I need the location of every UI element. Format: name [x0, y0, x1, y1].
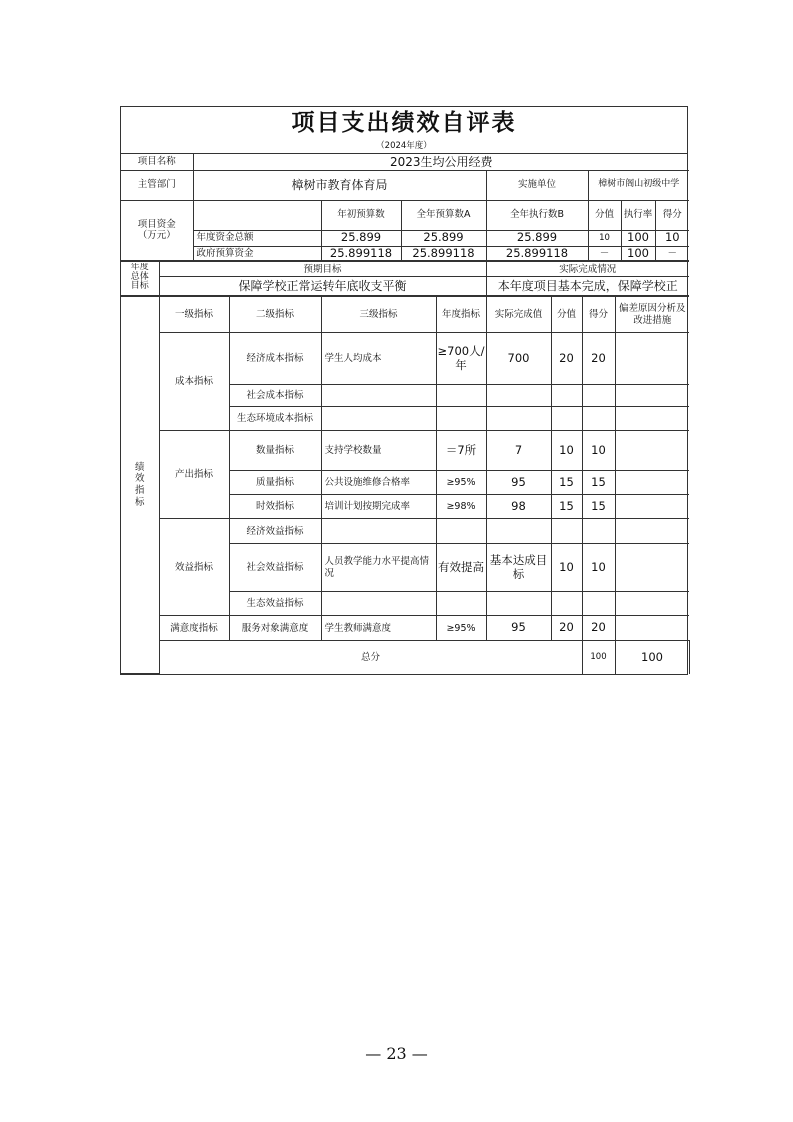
- actual-cell: [486, 519, 551, 544]
- annual-cell: ＝7所: [436, 431, 486, 471]
- level2-cell: 生态效益指标: [229, 592, 321, 616]
- level3-cell: [321, 592, 436, 616]
- annual-cell: [436, 519, 486, 544]
- score-value-cell: [551, 592, 582, 616]
- indicators-section-label: [121, 297, 159, 674]
- annual-cell: 有效提高: [436, 544, 486, 592]
- year-label: （2024年度）: [121, 139, 687, 154]
- score-value-cell: [551, 519, 582, 544]
- header-annual: 年度指标: [436, 297, 486, 333]
- funds-label: [121, 200, 193, 261]
- level3-cell: 学生教师满意度: [321, 616, 436, 641]
- score-value-cell: 20: [551, 616, 582, 641]
- score-cell: 15: [582, 495, 615, 519]
- funds-row-gov-annual: 25.899118: [401, 246, 486, 261]
- actual-cell: [486, 385, 551, 407]
- level2-cell: 经济成本指标: [229, 333, 321, 385]
- level3-cell: 学生人均成本: [321, 333, 436, 385]
- score-value-cell: 10: [551, 544, 582, 592]
- score-value-cell: 10: [551, 431, 582, 471]
- score-cell: [582, 592, 615, 616]
- header-deviation: 偏差原因分析及改进措施: [615, 297, 689, 333]
- funds-row-total-initial: 25.899: [321, 230, 401, 246]
- dept-value: 樟树市教育体育局: [193, 170, 486, 200]
- score-value-cell: 20: [551, 333, 582, 385]
- project-name-label: 项目名称: [121, 154, 193, 170]
- deviation-cell: [615, 495, 689, 519]
- funds-row-total-score: 10: [655, 230, 689, 246]
- annual-cell: ≥98%: [436, 495, 486, 519]
- level1-output: 产出指标: [159, 431, 229, 519]
- deviation-cell: [615, 471, 689, 495]
- actual-cell: [486, 407, 551, 431]
- annual-cell: [436, 385, 486, 407]
- score-cell: 10: [582, 431, 615, 471]
- header-level2: 二级指标: [229, 297, 321, 333]
- funds-label-text: 项目资金（万元）: [137, 219, 176, 242]
- score-value-cell: [551, 385, 582, 407]
- level3-cell: [321, 407, 436, 431]
- score-cell: 10: [582, 544, 615, 592]
- funds-header-executed: 全年执行数B: [486, 200, 588, 230]
- deviation-cell: [615, 592, 689, 616]
- score-value-cell: 15: [551, 495, 582, 519]
- actual-cell: 98: [486, 495, 551, 519]
- level3-cell: [321, 385, 436, 407]
- level3-cell: 公共设施维修合格率: [321, 471, 436, 495]
- funds-row-gov-score-value: －: [588, 246, 621, 261]
- goals-expected-value: 保障学校正常运转年底收支平衡: [159, 277, 486, 296]
- funds-header-initial: 年初预算数: [321, 200, 401, 230]
- level1-satisfaction: 满意度指标: [159, 616, 229, 641]
- actual-cell: 95: [486, 616, 551, 641]
- self-evaluation-sheet: [120, 106, 688, 675]
- goals-label: [121, 262, 159, 296]
- deviation-cell: [615, 431, 689, 471]
- funds-header-score-value: 分值: [588, 200, 621, 230]
- level1-cost: 成本指标: [159, 333, 229, 431]
- info-table: [121, 154, 689, 261]
- level3-cell: 支持学校数量: [321, 431, 436, 471]
- score-value-cell: [551, 407, 582, 431]
- total-score: 100: [615, 641, 689, 674]
- header-level3: 三级指标: [321, 297, 436, 333]
- indicators-table: [121, 296, 689, 674]
- header-level1: 一级指标: [159, 297, 229, 333]
- score-cell: [582, 519, 615, 544]
- goals-actual-label: 实际完成情况: [486, 262, 689, 277]
- funds-row-total-executed: 25.899: [486, 230, 588, 246]
- score-cell: 20: [582, 333, 615, 385]
- level2-cell: 服务对象满意度: [229, 616, 321, 641]
- funds-row-total-rate: 100: [621, 230, 655, 246]
- impl-label: 实施单位: [486, 170, 588, 200]
- funds-row-gov-rate: 100: [621, 246, 655, 261]
- annual-cell: [436, 407, 486, 431]
- deviation-cell: [615, 519, 689, 544]
- deviation-cell: [615, 333, 689, 385]
- level2-cell: 数量指标: [229, 431, 321, 471]
- level2-cell: 社会成本指标: [229, 385, 321, 407]
- deviation-cell: [615, 407, 689, 431]
- indicators-section-label-text: 绩效指标: [134, 461, 145, 509]
- deviation-cell: [615, 616, 689, 641]
- actual-cell: 95: [486, 471, 551, 495]
- total-score-value: 100: [582, 641, 615, 674]
- page-title: 项目支出绩效自评表: [291, 109, 517, 136]
- score-cell: [582, 385, 615, 407]
- level3-cell: 人员教学能力水平提高情况: [321, 544, 436, 592]
- annual-cell: ≥95%: [436, 616, 486, 641]
- deviation-cell: [615, 385, 689, 407]
- total-label: 总分: [159, 641, 582, 674]
- level2-cell: 生态环境成本指标: [229, 407, 321, 431]
- funds-row-total-annual: 25.899: [401, 230, 486, 246]
- level1-benefit: 效益指标: [159, 519, 229, 616]
- annual-cell: ≥95%: [436, 471, 486, 495]
- goals-table: [121, 261, 689, 296]
- actual-cell: 基本达成目标: [486, 544, 551, 592]
- level2-cell: 时效指标: [229, 495, 321, 519]
- score-cell: [582, 407, 615, 431]
- funds-header-annual: 全年预算数A: [401, 200, 486, 230]
- page-number: — 23 —: [365, 1044, 428, 1063]
- project-name-value: 2023生均公用经费: [193, 154, 689, 170]
- funds-header-score: 得分: [655, 200, 689, 230]
- level3-cell: [321, 519, 436, 544]
- level2-cell: 社会效益指标: [229, 544, 321, 592]
- funds-header-rate: 执行率: [621, 200, 655, 230]
- deviation-cell: [615, 544, 689, 592]
- level3-cell: 培训计划按期完成率: [321, 495, 436, 519]
- actual-cell: [486, 592, 551, 616]
- funds-row-total-name: 年度资金总额: [193, 230, 321, 246]
- header-score-value: 分值: [551, 297, 582, 333]
- header-score: 得分: [582, 297, 615, 333]
- funds-row-total-score-value: 10: [588, 230, 621, 246]
- funds-row-gov-executed: 25.899118: [486, 246, 588, 261]
- header-actual: 实际完成值: [486, 297, 551, 333]
- impl-value: 樟树市阁山初级中学: [588, 170, 689, 200]
- goals-label-text: 年度总体目标: [130, 263, 149, 292]
- score-cell: 15: [582, 471, 615, 495]
- actual-cell: 7: [486, 431, 551, 471]
- level2-cell: 经济效益指标: [229, 519, 321, 544]
- score-value-cell: 15: [551, 471, 582, 495]
- funds-row-gov-name: 政府预算资金: [193, 246, 321, 261]
- score-cell: 20: [582, 616, 615, 641]
- dept-label: 主管部门: [121, 170, 193, 200]
- goals-actual-value: 本年度项目基本完成，保障学校正: [486, 277, 689, 296]
- funds-row-gov-score: －: [655, 246, 689, 261]
- annual-cell: ≥700人/年: [436, 333, 486, 385]
- funds-header-blank: [193, 200, 321, 230]
- funds-row-gov-initial: 25.899118: [321, 246, 401, 261]
- actual-cell: 700: [486, 333, 551, 385]
- level2-cell: 质量指标: [229, 471, 321, 495]
- goals-expected-label: 预期目标: [159, 262, 486, 277]
- annual-cell: [436, 592, 486, 616]
